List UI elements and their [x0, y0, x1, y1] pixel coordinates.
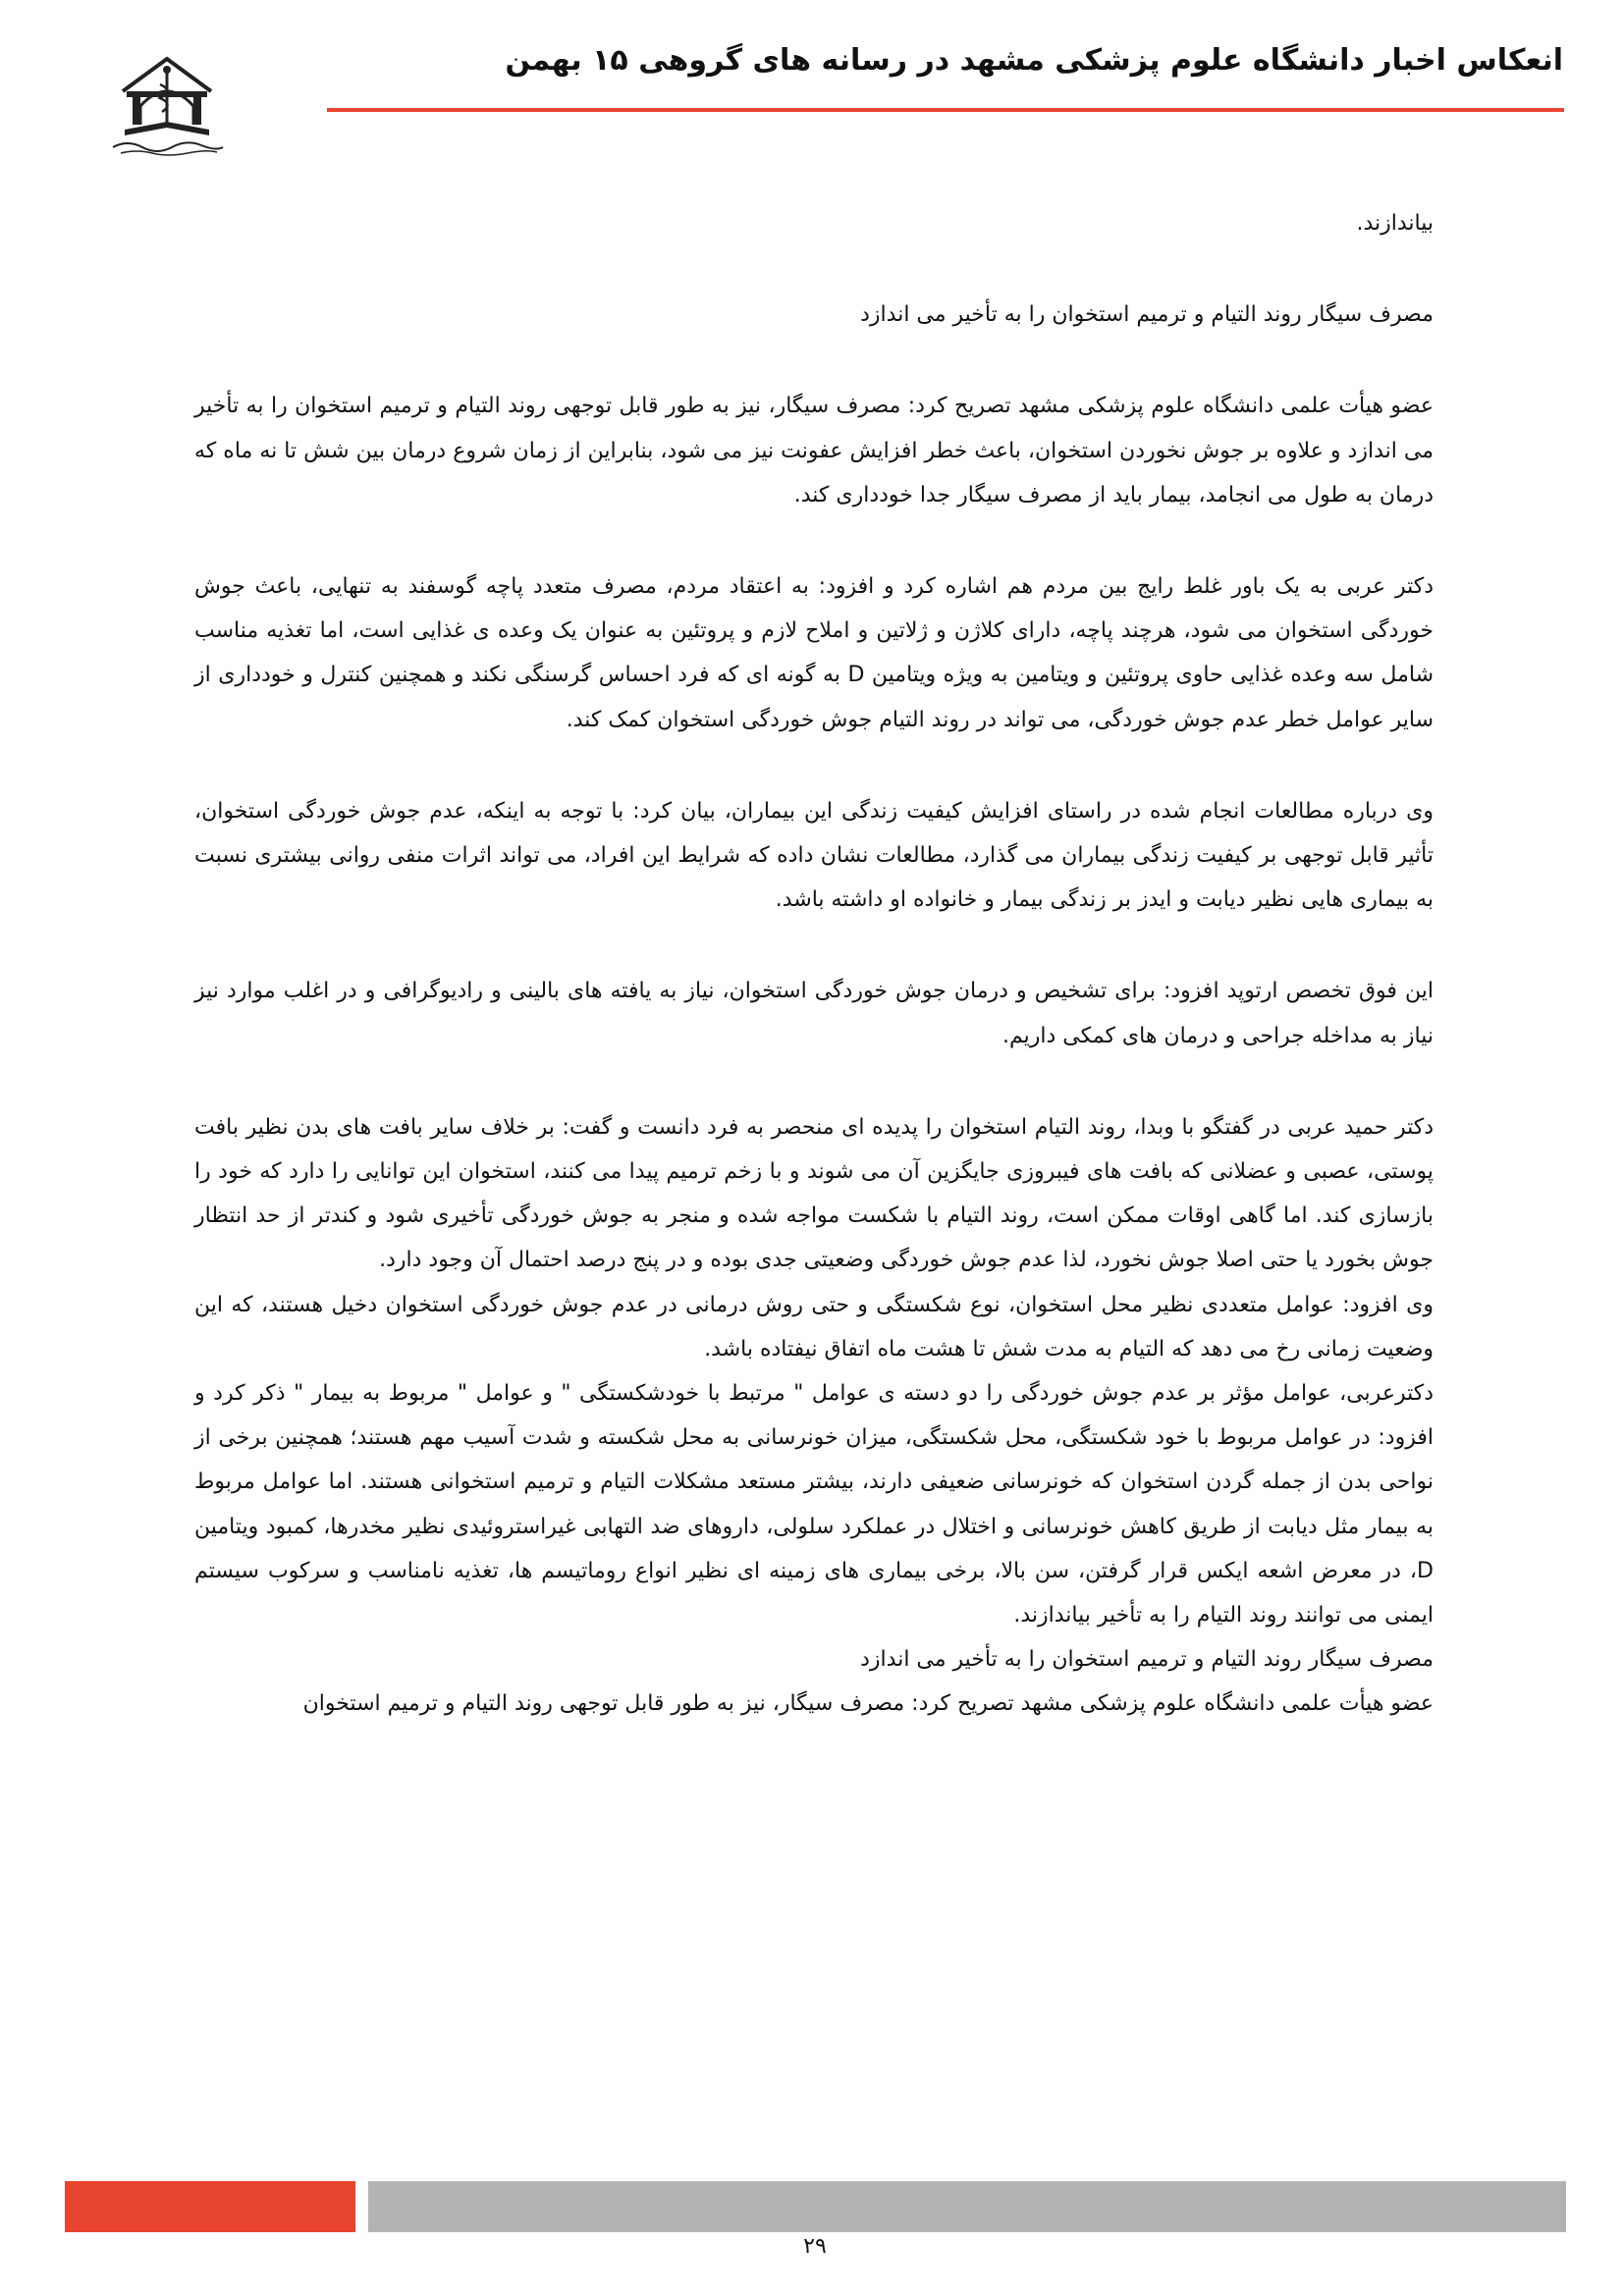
paragraph: بیاندازند. [1356, 211, 1434, 236]
paragraph: وی درباره مطالعات انجام شده در راستای افزایش کیفیت زندگی این بیماران، بیان کرد: با توجه به اینکه، عدم جوش خوردگی استخوان، تأثیر قابل توجهی بر کیفیت زندگی بیماران می گذارد، مطالعات نشان داده که شرایط این افراد، می تواند اثرات منفی روانی بیشتری نسبت به بیماری هایی نظیر دیابت و ایدز بر زندگی بیمار و خانواده او داشته باشد. [194, 798, 1434, 913]
page-number: ۲۹ [803, 2234, 827, 2259]
paragraph: دکترعربی، عوامل مؤثر بر عدم جوش خوردگی را دو دسته ی عوامل " مرتبط با خودشکستگی " و عوامل " مربوط به بیمار " ذکر کرد و افزود: در عوامل مربوط با خود شکستگی، محل شکستگی، میزان خونرسانی به محل شکسته و شدت آسیب مهم هستند؛ همچنین برخی از نواحی بدن از جمله گردن استخوان که خونرسانی ضعیفی دارند، بیشتر مستعد مشکلات التیام و ترمیم استخوانی هستند. اما عوامل مربوط به بیمار مثل دیابت از طریق کاهش خونرسانی و اختلال در عملکرد سلولی، داروهای ضد التهابی غیراستروئیدی نظیر مخدرها، کمبود ویتامین D، در معرض اشعه ایکس قرار گرفتن، سن بالا، برخی بیماری های زمینه ای نظیر انواع روماتیسم ها، تغذیه نامناسب و سرکوب سیستم ایمنی می توانند روند التیام را به تأخیر بیاندازند. [194, 1381, 1434, 1629]
paragraph-gap [194, 1058, 1434, 1105]
subheading: مصرف سیگار روند التیام و ترمیم استخوان را به تأخیر می اندازد [860, 1647, 1434, 1673]
header-divider [327, 108, 1564, 112]
subheading: مصرف سیگار روند التیام و ترمیم استخوان را به تأخیر می اندازد [860, 302, 1434, 328]
article-body [194, 201, 1434, 1727]
paragraph: این فوق تخصص ارتوپد افزود: برای تشخیص و درمان جوش خوردگی استخوان، نیاز به یافته های بالینی و رادیوگرافی و در اغلب موارد نیز نیاز به مداخله جراحی و درمان های کمکی داریم. [194, 979, 1434, 1048]
paragraph: عضو هیأت علمی دانشگاه علوم پزشکی مشهد تصریح کرد: مصرف سیگار، نیز به طور قابل توجهی روند التیام و ترمیم استخوان را به تأخیر می اندازد و علاوه بر جوش نخوردن استخوان، باعث خطر افزایش عفونت نیز می شود، بنابراین از زمان شروع درمان بین شش تا نه ماه که درمان به طول می انجامد، بیمار باید از مصرف سیگار جدا خودداری کند. [194, 394, 1434, 507]
paragraph: وی افزود: عوامل متعددی نظیر محل استخوان، نوع شکستگی و حتی روش درمانی در عدم جوش خوردگی استخوان دخیل هستند، که این وضعیت زمانی رخ می دهد که التیام به مدت شش تا هشت ماه اتفاق نیفتاده باشد. [194, 1292, 1434, 1362]
page-header [0, 0, 1624, 157]
footer-gray-bar [368, 2181, 1566, 2232]
document-title: انعکاس اخبار دانشگاه علوم پزشکی مشهد در رسانه های گروهی ۱۵ بهمن [505, 43, 1563, 78]
paragraph: عضو هیأت علمی دانشگاه علوم پزشکی مشهد تصریح کرد: مصرف سیگار، نیز به طور قابل توجهی روند التیام و ترمیم استخوان [302, 1691, 1434, 1717]
paragraph: دکتر عربی به یک باور غلط رایج بین مردم هم اشاره کرد و افزود: به اعتقاد مردم، مصرف متعدد پاچه گوسفند به تنهایی، باعث جوش خوردگی استخوان می شود، هرچند پاچه، دارای کلاژن و ژلاتین و املاح لازم و پروتئین به عنوان یک وعده ی غذایی است، اما تغذیه مناسب شامل سه وعده غذایی حاوی پروتئین و ویتامین به ویژه ویتامین D به گونه ای که فرد احساس گرسنگی نکند و همچنین کنترل و خودداری از سایر عوامل خطر عدم جوش خوردگی، می تواند در روند التیام جوش خوردگی استخوان کمک کند. [194, 574, 1435, 732]
paragraph-gap [194, 337, 1434, 384]
university-logo [103, 37, 231, 165]
paragraph-gap [194, 245, 1434, 293]
paragraph: دکتر حمید عربی در گفتگو با وبدا، روند التیام استخوان را پدیده ای منحصر به فرد دانست و گفت: بر خلاف سایر بافت های بدن نظیر بافت پوستی، عصبی و عضلانی که بافت های فیبروزی جایگزین آن می شوند و با زخم ترمیم پیدا می کنند، استخوان این توانایی را دارد که خود را بازسازی کند. اما گاهی اوقات ممکن است، روند التیام با شکست مواجه شده و منجر به جوش خوردگی تأخیری شود و کندتر از حد انتظار جوش بخورد یا حتی اصلا جوش نخورد، لذا عدم جوش خوردگی وضعیتی جدی بوده و در پنج درصد احتمال آن وجود دارد. [194, 1114, 1434, 1273]
paragraph-gap [194, 922, 1434, 969]
footer-accent-bar [65, 2181, 355, 2232]
paragraph-gap [194, 742, 1434, 789]
paragraph-gap [194, 517, 1434, 564]
